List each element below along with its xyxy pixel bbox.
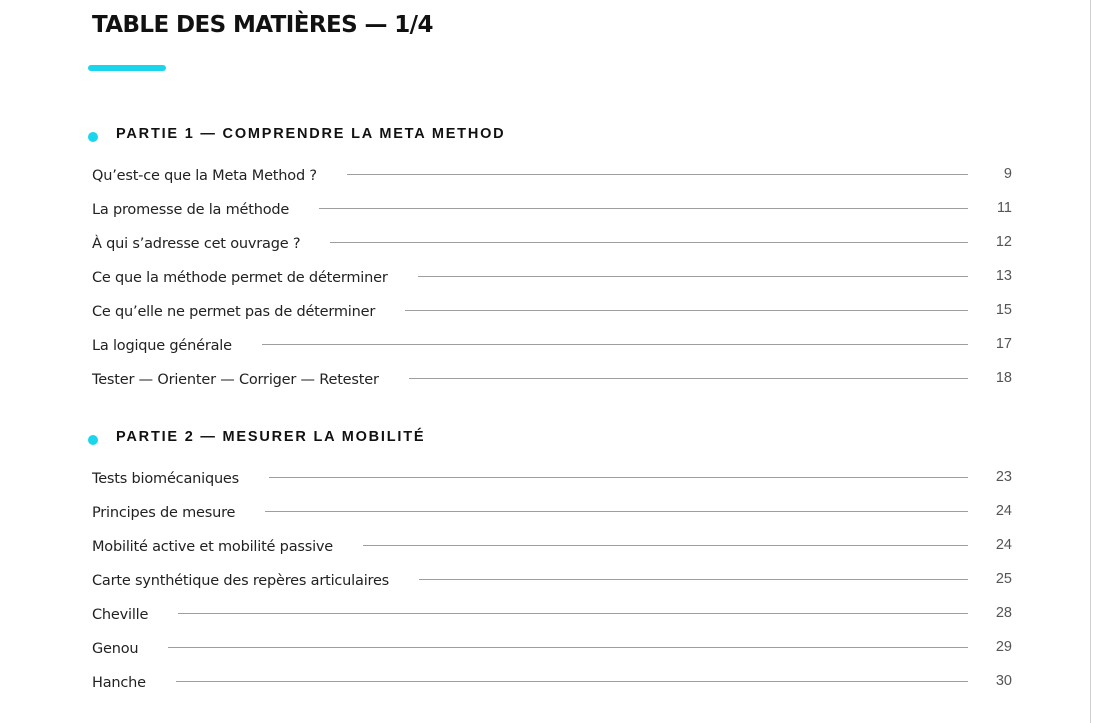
toc-entry-label: Carte synthétique des repères articulaires [92, 573, 390, 589]
toc-entry-label: Ce qu’elle ne permet pas de déterminer [92, 304, 376, 320]
toc-page-number: 9 [1003, 166, 1012, 182]
page-edge-divider [1090, 0, 1091, 723]
toc-entry[interactable] [92, 564, 1012, 598]
toc-entry-list [92, 462, 1012, 700]
dot-leader [419, 579, 968, 580]
toc-entry[interactable] [92, 193, 1012, 227]
toc-entry[interactable] [92, 598, 1012, 632]
toc-page-number: 29 [995, 639, 1012, 655]
dot-leader [265, 511, 968, 512]
toc-entry-label: Ce que la méthode permet de déterminer [92, 270, 388, 286]
toc-entry[interactable] [92, 159, 1012, 193]
toc-entry[interactable] [92, 261, 1012, 295]
section-title: PARTIE 2 — MESURER LA MOBILITÉ [116, 429, 426, 445]
toc-page-number: 17 [995, 336, 1012, 352]
toc-entry[interactable] [92, 496, 1012, 530]
toc-entry-label: Tester — Orienter — Corriger — Retester [92, 372, 379, 388]
dot-leader [319, 208, 968, 209]
toc-page-number: 24 [995, 503, 1012, 519]
toc-page-number: 12 [995, 234, 1012, 250]
toc-page-number: 25 [995, 571, 1012, 587]
toc-page-number: 13 [995, 268, 1012, 284]
toc-entry[interactable] [92, 462, 1012, 496]
toc-entry-label: La logique générale [92, 338, 232, 354]
dot-leader [363, 545, 968, 546]
section-title: PARTIE 1 — COMPRENDRE LA META METHOD [116, 126, 506, 142]
toc-page-number: 18 [995, 370, 1012, 386]
dot-leader [176, 681, 968, 682]
toc-page-number: 23 [995, 469, 1012, 485]
toc-entry-label: Genou [92, 641, 139, 657]
toc-entry-label: Cheville [92, 607, 149, 623]
section-partie-1 [0, 122, 1093, 388]
toc-page-number: 11 [996, 200, 1012, 216]
toc-entry[interactable] [92, 363, 1012, 397]
toc-entry-label: Mobilité active et mobilité passive [92, 539, 334, 555]
dot-leader [347, 174, 968, 175]
dot-leader [269, 477, 968, 478]
toc-entry[interactable] [92, 530, 1012, 564]
toc-entry[interactable] [92, 227, 1012, 261]
toc-entry-label: Qu’est-ce que la Meta Method ? [92, 168, 317, 184]
toc-entry-label: À qui s’adresse cet ouvrage ? [92, 236, 301, 252]
toc-entry-label: Principes de mesure [92, 505, 236, 521]
toc-entry[interactable] [92, 295, 1012, 329]
toc-page-number: 24 [995, 537, 1012, 553]
toc-page-number: 28 [995, 605, 1012, 621]
toc-entry-label: Tests biomécaniques [92, 471, 240, 487]
section-partie-2 [0, 425, 1093, 691]
dot-leader [262, 344, 968, 345]
toc-entry[interactable] [92, 666, 1012, 700]
section-header [0, 425, 1093, 453]
toc-page-number: 30 [995, 673, 1012, 689]
dot-leader [418, 276, 968, 277]
dot-leader [409, 378, 968, 379]
toc-entry-list [92, 159, 1012, 397]
dot-leader [168, 647, 968, 648]
bullet-dot-icon [88, 435, 98, 445]
title-accent-bar [88, 65, 166, 71]
toc-entry-label: La promesse de la méthode [92, 202, 290, 218]
dot-leader [330, 242, 968, 243]
dot-leader [405, 310, 968, 311]
toc-entry[interactable] [92, 632, 1012, 666]
bullet-dot-icon [88, 132, 98, 142]
section-header [0, 122, 1093, 150]
toc-entry-label: Hanche [92, 675, 146, 691]
toc-page-number: 15 [995, 302, 1012, 318]
dot-leader [178, 613, 968, 614]
page-title: TABLE DES MATIÈRES — 1/4 [92, 12, 433, 38]
toc-entry[interactable] [92, 329, 1012, 363]
